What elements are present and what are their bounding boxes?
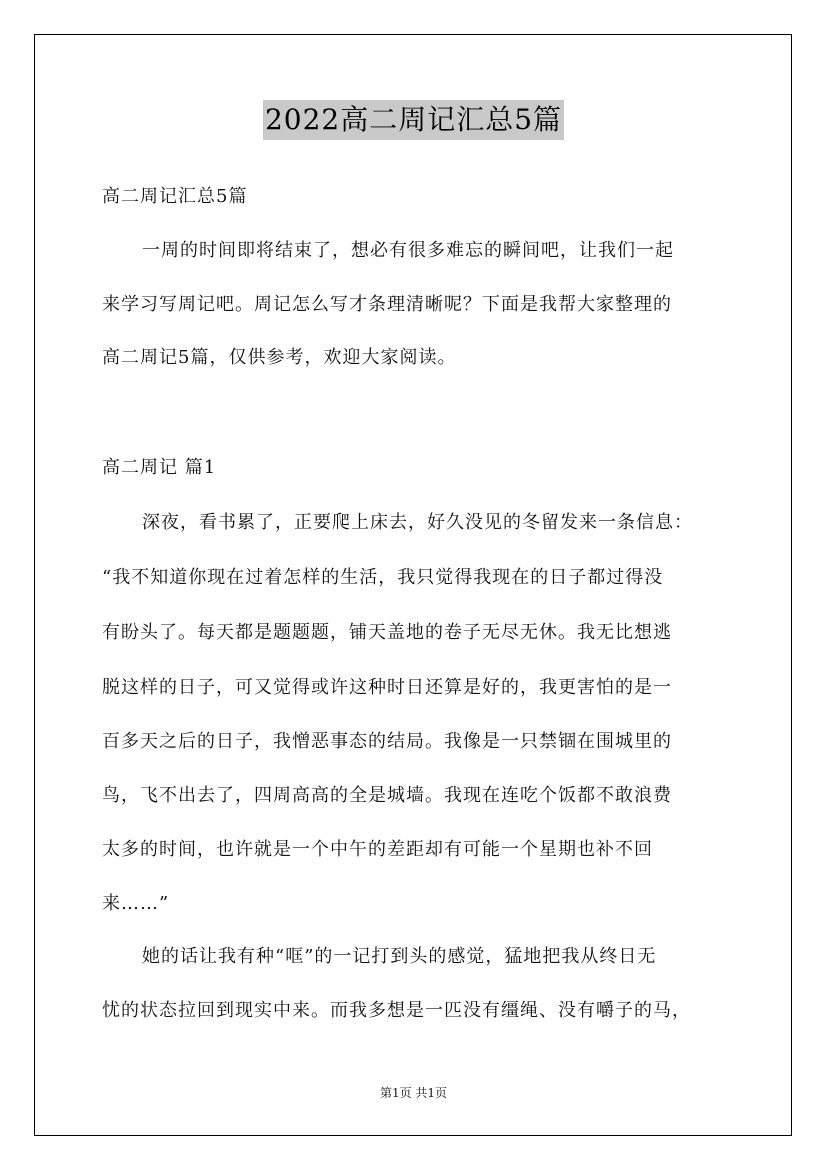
subtitle-line: 高二周记汇总5篇 xyxy=(102,186,248,207)
page-number-footer: 第1页 共1页 xyxy=(379,1086,448,1100)
text-line: 高二周记5篇，仅供参考，欢迎大家阅读。 xyxy=(102,347,457,368)
text-line: 一周的时间即将结束了，想必有很多难忘的瞬间吧，让我们一起 xyxy=(142,240,674,261)
document-title: 2022高二周记汇总5篇 xyxy=(263,100,564,140)
title-container xyxy=(0,100,827,140)
text-line: 百多天之后的日子，我憎恶事态的结局。我像是一只禁锢在围城里的 xyxy=(102,731,672,752)
text-line: 太多的时间，也许就是一个中午的差距却有可能一个星期也补不回 xyxy=(102,839,653,860)
text-line: 有盼头了。每天都是题题题，铺天盖地的卷子无尽无休。我无比想逃 xyxy=(102,622,672,643)
text-line: 来……” xyxy=(102,893,170,914)
section-heading: 高二周记 篇1 xyxy=(102,457,217,478)
text-line: 忧的状态拉回到现实中来。而我多想是一匹没有缰绳、没有嚼子的马， xyxy=(102,1000,691,1021)
text-line: 鸟，飞不出去了，四周高高的全是城墙。我现在连吃个饭都不敢浪费 xyxy=(102,785,672,806)
text-line: 深夜，看书累了，正要爬上床去，好久没见的冬留发来一条信息： xyxy=(142,512,693,533)
text-line: 脱这样的日子，可又觉得或许这种时日还算是好的，我更害怕的是一 xyxy=(102,677,672,698)
text-line: “我不知道你现在过着怎样的生活，我只觉得我现在的日子都过得没 xyxy=(102,567,664,588)
text-line: 她的话让我有种“哐”的一记打到头的感觉，猛地把我从终日无 xyxy=(142,946,657,967)
text-line: 来学习写周记吧。周记怎么写才条理清晰呢？下面是我帮大家整理的 xyxy=(102,294,672,315)
